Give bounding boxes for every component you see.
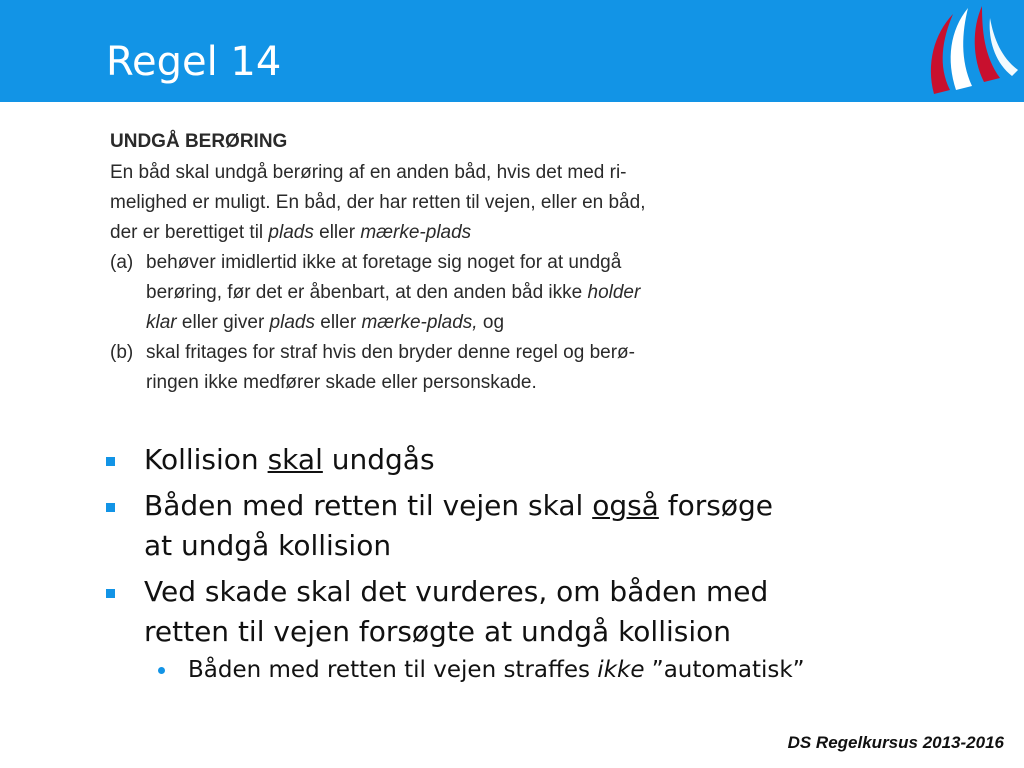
bullet-emphasis: skal	[267, 443, 323, 476]
square-bullet-icon	[106, 503, 115, 512]
rule-text-excerpt	[110, 128, 750, 398]
bullet-list	[100, 440, 960, 686]
rule-text: og	[477, 312, 505, 333]
sub-bullet-text: ”automatisk”	[644, 657, 805, 683]
rule-term: plads	[269, 312, 315, 333]
rule-line: skal fritages for straf hvis den bryder denne regel og berø-	[146, 342, 635, 363]
rule-text: eller	[313, 222, 361, 243]
bullet-item	[100, 486, 960, 566]
rule-heading: UNDGÅ BERØRING	[110, 131, 288, 152]
rule-line: melighed er muligt. En båd, der har retten til vejen, eller en båd,	[110, 192, 646, 213]
rule-term: plads	[268, 222, 314, 243]
bullet-line: retten til vejen forsøgte at undgå kollision	[144, 615, 732, 648]
slide-title: Regel 14	[106, 39, 282, 85]
footer-text: DS Regelkursus 2013-2016	[787, 733, 1004, 752]
square-bullet-icon	[106, 589, 115, 598]
sub-bullet-item	[100, 654, 960, 686]
rule-intro	[110, 158, 750, 248]
bullet-item	[100, 572, 960, 652]
round-bullet-icon	[158, 667, 165, 674]
rule-line: behøver imidlertid ikke at foretage sig noget for at undgå	[146, 252, 622, 273]
rule-text: eller giver	[176, 312, 270, 333]
bullet-line: Ved skade skal det vurderes, om båden med	[144, 575, 769, 608]
header-bar	[0, 0, 1024, 102]
rule-term: mærke-plads	[360, 222, 472, 243]
rule-item-b	[110, 338, 750, 398]
bullet-text: Kollision	[144, 443, 268, 476]
rule-item-label: (b)	[110, 342, 134, 363]
rule-term: mærke-plads,	[361, 312, 478, 333]
rule-line: En båd skal undgå berøring af en anden båd, hvis det med ri-	[110, 162, 627, 183]
square-bullet-icon	[106, 457, 115, 466]
rule-item-label: (a)	[110, 252, 134, 273]
bullet-item	[100, 440, 960, 480]
rule-line: ringen ikke medfører skade eller personskade.	[146, 372, 537, 393]
bullet-line	[144, 486, 960, 526]
bullet-emphasis: også	[592, 489, 659, 522]
sub-bullet-emphasis: ikke	[597, 657, 645, 683]
rule-text: berøring, før det er åbenbart, at den anden båd ikke	[146, 282, 588, 303]
rule-line	[110, 218, 750, 248]
bullet-text: Båden med retten til vejen skal	[144, 489, 593, 522]
sailing-logo-icon	[920, 4, 1020, 98]
rule-line	[146, 308, 750, 338]
bullet-text: forsøge	[658, 489, 773, 522]
sub-bullet-text: Båden med retten til vejen straffes	[188, 657, 598, 683]
rule-line	[146, 278, 750, 308]
rule-text: eller	[314, 312, 362, 333]
bullet-line: at undgå kollision	[144, 529, 392, 562]
rule-term: klar	[146, 312, 177, 333]
rule-term: holder	[587, 282, 641, 303]
rule-text: der er berettiget til	[110, 222, 269, 243]
rule-item-a	[110, 248, 750, 338]
bullet-text: undgås	[322, 443, 435, 476]
